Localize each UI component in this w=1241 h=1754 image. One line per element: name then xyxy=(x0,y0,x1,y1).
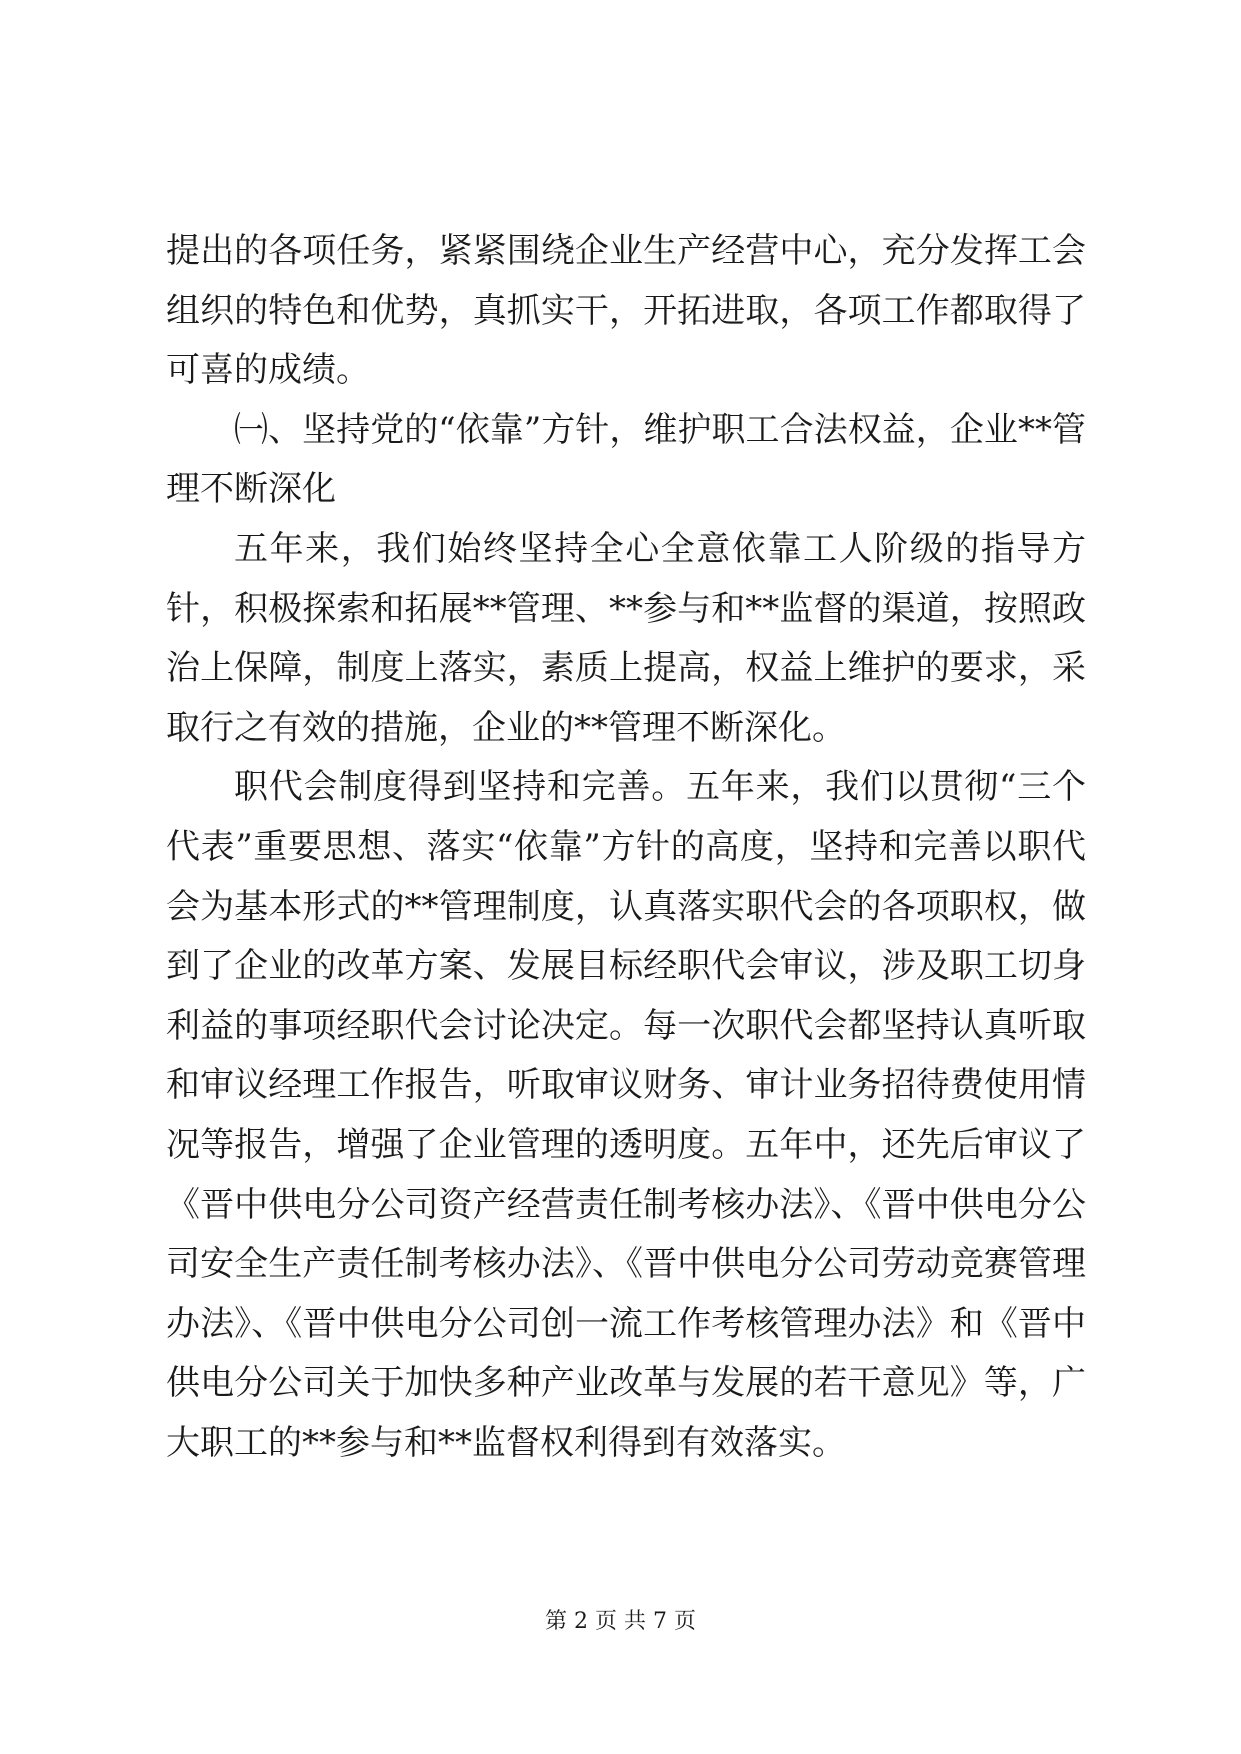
paragraph-continuation: 提出的各项任务，紧紧围绕企业生产经营中心，充分发挥工会组织的特色和优势，真抓实干，开拓进取，各项工作都取得了可喜的成绩。 xyxy=(166,231,1086,391)
paragraph: 五年来，我们始终坚持全心全意依靠工人阶级的指导方针，积极探索和拓展**管理、**参与和**监督的渠道，按照政治上保障，制度上落实，素质上提高，权益上维护的要求，采取行之有效的措施，企业的**管理不断深化。 xyxy=(166,528,1086,748)
paragraph: 职代会制度得到坚持和完善。五年来，我们以贯彻“三个代表”重要思想、落实“依靠”方针的高度，坚持和完善以职代会为基本形式的**管理制度，认真落实职代会的各项职权，做到了企业的改革方案、发展目标经职代会审议，涉及职工切身利益的事项经职代会讨论决定。每一次职代会都坚持认真听取和审议经理工作报告，听取审议财务、审计业务招待费使用情况等报告，增强了企业管理的透明度。五年中，还先后审议了《晋中供电分公司资产经营责任制考核办法》、《晋中供电分公司安全生产责任制考核办法》、《晋中供电分公司劳动竞赛管理办法》、《晋中供电分公司创一流工作考核管理办法》和《晋中供电分公司关于加快多种产业改革与发展的若干意见》等，广大职工的**参与和**监督权利得到有效落实。 xyxy=(166,767,1086,1463)
document-body xyxy=(166,222,1086,1473)
section-heading: ㈠、坚持党的“依靠”方针，维护职工合法权益，企业**管理不断深化 xyxy=(166,409,1086,510)
page-footer: 第 2 页 共 7 页 xyxy=(545,1609,696,1634)
